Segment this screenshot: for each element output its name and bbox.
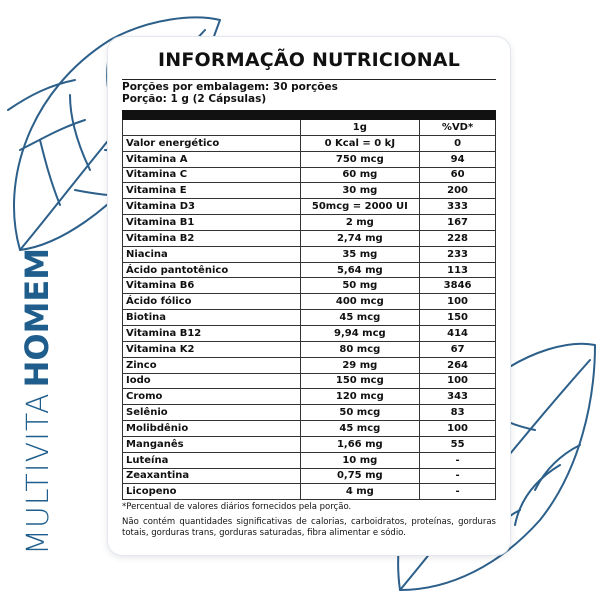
nutrient-daily-value: 228: [420, 230, 496, 246]
column-header-amount: 1g: [300, 120, 420, 136]
nutrition-table: [122, 110, 496, 500]
table-row: [123, 310, 496, 326]
nutrient-name: Valor energético: [123, 135, 301, 151]
table-row: [123, 484, 496, 500]
nutrient-daily-value: -: [420, 468, 496, 484]
nutrient-daily-value: 264: [420, 357, 496, 373]
nutrient-name: Vitamina A: [123, 151, 301, 167]
table-header-bar: [123, 111, 496, 120]
nutrient-name: Ácido pantotênico: [123, 262, 301, 278]
nutrient-amount: 45 mcg: [300, 421, 420, 437]
nutrient-amount: 50mcg = 2000 UI: [300, 199, 420, 215]
nutrient-daily-value: 167: [420, 215, 496, 231]
nutrient-daily-value: -: [420, 484, 496, 500]
table-column-headers: [123, 120, 496, 136]
nutrient-name: Vitamina D3: [123, 199, 301, 215]
nutrient-amount: 750 mcg: [300, 151, 420, 167]
nutrient-daily-value: 3846: [420, 278, 496, 294]
nutrient-name: Cromo: [123, 389, 301, 405]
nutrient-amount: 10 mg: [300, 452, 420, 468]
nutrient-name: Vitamina B1: [123, 215, 301, 231]
table-row: [123, 357, 496, 373]
serving-size: Porção: 1 g (2 Cápsulas): [122, 93, 267, 105]
table-row: [123, 325, 496, 341]
column-header-nutrient: [123, 120, 301, 136]
nutrient-amount: 2 mg: [300, 215, 420, 231]
nutrient-amount: 29 mg: [300, 357, 420, 373]
daily-value-footnote: *Percentual de valores diários fornecidos pela porção.: [122, 502, 352, 512]
nutrient-daily-value: 233: [420, 246, 496, 262]
table-row: [123, 183, 496, 199]
table-row: [123, 452, 496, 468]
nutrient-name: Vitamina K2: [123, 341, 301, 357]
product-name-label: [18, 248, 56, 555]
table-row: [123, 278, 496, 294]
table-row: [123, 230, 496, 246]
servings-per-package: Porções por embalagem: 30 porções: [122, 81, 338, 93]
nutrient-daily-value: 67: [420, 341, 496, 357]
nutrient-daily-value: 113: [420, 262, 496, 278]
table-row: [123, 294, 496, 310]
table-row: [123, 341, 496, 357]
nutrient-name: Zeaxantina: [123, 468, 301, 484]
nutrient-daily-value: 414: [420, 325, 496, 341]
table-row: [123, 246, 496, 262]
column-header-daily-value: %VD*: [420, 120, 496, 136]
nutrient-name: Vitamina B12: [123, 325, 301, 341]
nutrient-name: Molibdênio: [123, 421, 301, 437]
nutrient-amount: 35 mg: [300, 246, 420, 262]
nutrient-daily-value: 94: [420, 151, 496, 167]
nutrient-daily-value: 100: [420, 421, 496, 437]
nutrient-daily-value: 83: [420, 405, 496, 421]
nutrient-amount: 120 mcg: [300, 389, 420, 405]
table-row: [123, 468, 496, 484]
table-row: [123, 262, 496, 278]
nutrient-name: Vitamina B2: [123, 230, 301, 246]
nutrient-daily-value: 60: [420, 167, 496, 183]
nutrient-amount: 5,64 mg: [300, 262, 420, 278]
nutrient-amount: 30 mg: [300, 183, 420, 199]
nutrient-daily-value: 0: [420, 135, 496, 151]
nutrient-daily-value: 55: [420, 436, 496, 452]
nutrient-daily-value: 333: [420, 199, 496, 215]
nutrient-amount: 4 mg: [300, 484, 420, 500]
nutrient-amount: 60 mg: [300, 167, 420, 183]
nutrient-name: Luteína: [123, 452, 301, 468]
nutrient-name: Selênio: [123, 405, 301, 421]
nutrient-amount: 400 mcg: [300, 294, 420, 310]
nutrient-daily-value: 100: [420, 373, 496, 389]
nutrient-daily-value: 150: [420, 310, 496, 326]
serving-info: [122, 81, 338, 105]
nutrient-name: Licopeno: [123, 484, 301, 500]
table-row: [123, 436, 496, 452]
nutrient-name: Niacina: [123, 246, 301, 262]
table-row: [123, 199, 496, 215]
nutrient-name: Iodo: [123, 373, 301, 389]
product-variant-label: HOMEM: [18, 247, 56, 388]
nutrient-amount: 45 mcg: [300, 310, 420, 326]
nutrient-amount: 0 Kcal = 0 kJ: [300, 135, 420, 151]
nutrient-name: Vitamina E: [123, 183, 301, 199]
nutrient-amount: 80 mcg: [300, 341, 420, 357]
nutrient-amount: 50 mcg: [300, 405, 420, 421]
nutrition-title: INFORMAÇÃO NUTRICIONAL: [157, 49, 461, 71]
nutrient-amount: 2,74 mg: [300, 230, 420, 246]
nutrient-amount: 0,75 mg: [300, 468, 420, 484]
nutrient-amount: 50 mg: [300, 278, 420, 294]
nutrient-daily-value: 200: [420, 183, 496, 199]
nutrient-name: Manganês: [123, 436, 301, 452]
table-row: [123, 389, 496, 405]
table-row: [123, 151, 496, 167]
table-row: [123, 421, 496, 437]
table-row: [123, 405, 496, 421]
nutrient-amount: 9,94 mcg: [300, 325, 420, 341]
nutrient-name: Ácido fólico: [123, 294, 301, 310]
nutrient-name: Zinco: [123, 357, 301, 373]
product-line-label: MULTIVITA: [21, 392, 56, 555]
nutrient-daily-value: 343: [420, 389, 496, 405]
nutrition-facts-card: [108, 37, 510, 555]
nutrient-amount: 1,66 mg: [300, 436, 420, 452]
table-row: [123, 373, 496, 389]
footnotes: [122, 502, 496, 539]
title-divider: [122, 79, 496, 80]
nutrient-daily-value: 100: [420, 294, 496, 310]
table-row: [123, 167, 496, 183]
nutrient-amount: 150 mcg: [300, 373, 420, 389]
nutrient-name: Vitamina B6: [123, 278, 301, 294]
not-significant-footnote: Não contém quantidades significativas de calorias, carboidratos, proteínas, gorduras totais, gorduras trans, gorduras saturadas, fibra alimentar e sódio.: [122, 517, 496, 538]
nutrient-name: Vitamina C: [123, 167, 301, 183]
table-row: [123, 135, 496, 151]
nutrient-daily-value: -: [420, 452, 496, 468]
table-row: [123, 215, 496, 231]
nutrient-name: Biotina: [123, 310, 301, 326]
